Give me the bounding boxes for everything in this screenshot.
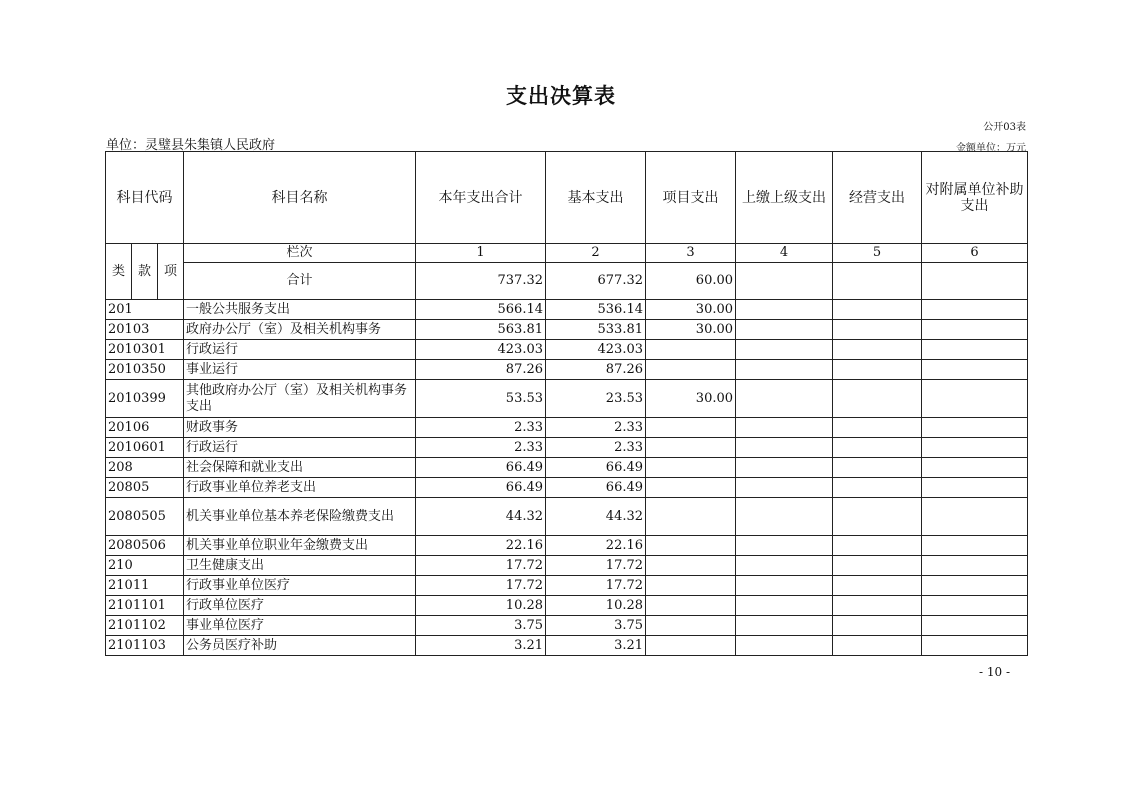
row-name: 行政事业单位养老支出	[184, 478, 416, 498]
table-row	[106, 300, 1028, 320]
row-subsidy	[922, 576, 1028, 596]
lanci-row	[106, 244, 1028, 263]
row-subsidy	[922, 380, 1028, 418]
header-row	[106, 152, 1028, 244]
row-subsidy	[922, 458, 1028, 478]
row-subsidy	[922, 636, 1028, 656]
row-name: 卫生健康支出	[184, 556, 416, 576]
row-code: 2010601	[106, 438, 184, 458]
row-upper	[736, 616, 833, 636]
row-name: 行政运行	[184, 340, 416, 360]
row-total: 10.28	[416, 596, 546, 616]
row-business	[833, 576, 922, 596]
table-row	[106, 536, 1028, 556]
row-subsidy	[922, 616, 1028, 636]
row-code: 2080506	[106, 536, 184, 556]
row-name: 事业运行	[184, 360, 416, 380]
row-project	[646, 616, 736, 636]
row-upper	[736, 458, 833, 478]
row-basic: 66.49	[546, 478, 646, 498]
row-code: 20106	[106, 418, 184, 438]
row-name: 财政事务	[184, 418, 416, 438]
unit-label: 单位：灵璧县朱集镇人民政府	[106, 138, 276, 153]
row-basic: 22.16	[546, 536, 646, 556]
row-business	[833, 438, 922, 458]
row-name: 其他政府办公厅（室）及相关机构事务支出	[184, 380, 416, 418]
header-total: 本年支出合计	[416, 152, 546, 244]
row-business	[833, 340, 922, 360]
row-upper	[736, 556, 833, 576]
amount-unit-label: 金额单位：万元	[956, 143, 1026, 154]
header-kuan: 款	[132, 244, 158, 300]
row-business	[833, 380, 922, 418]
row-code: 20103	[106, 320, 184, 340]
row-project	[646, 418, 736, 438]
col-number-6: 6	[922, 244, 1028, 263]
row-total: 423.03	[416, 340, 546, 360]
row-upper	[736, 340, 833, 360]
row-basic: 2.33	[546, 418, 646, 438]
row-project: 30.00	[646, 300, 736, 320]
row-subsidy	[922, 596, 1028, 616]
row-name: 机关事业单位基本养老保险缴费支出	[184, 498, 416, 536]
table-row	[106, 596, 1028, 616]
row-name: 行政事业单位医疗	[184, 576, 416, 596]
row-upper	[736, 478, 833, 498]
table-row	[106, 636, 1028, 656]
header-upper: 上缴上级支出	[736, 152, 833, 244]
header-subsidy: 对附属单位补助支出	[922, 152, 1028, 244]
row-subsidy	[922, 320, 1028, 340]
header-business: 经营支出	[833, 152, 922, 244]
total-label: 合计	[184, 263, 416, 300]
row-code: 2010301	[106, 340, 184, 360]
row-subsidy	[922, 556, 1028, 576]
row-business	[833, 498, 922, 536]
table-row	[106, 418, 1028, 438]
row-code: 21011	[106, 576, 184, 596]
row-business	[833, 556, 922, 576]
row-subsidy	[922, 360, 1028, 380]
row-code: 2010350	[106, 360, 184, 380]
row-name: 机关事业单位职业年金缴费支出	[184, 536, 416, 556]
page-title: 支出决算表	[506, 84, 616, 108]
row-basic: 66.49	[546, 458, 646, 478]
row-code: 20805	[106, 478, 184, 498]
row-code: 2101103	[106, 636, 184, 656]
row-name: 政府办公厅（室）及相关机构事务	[184, 320, 416, 340]
total-row	[106, 263, 1028, 300]
row-total: 2.33	[416, 418, 546, 438]
row-subsidy	[922, 536, 1028, 556]
row-project	[646, 636, 736, 656]
header-project: 项目支出	[646, 152, 736, 244]
col-number-2: 2	[546, 244, 646, 263]
header-code: 科目代码	[106, 152, 184, 244]
row-basic: 533.81	[546, 320, 646, 340]
col-number-3: 3	[646, 244, 736, 263]
row-project: 30.00	[646, 320, 736, 340]
row-project	[646, 596, 736, 616]
row-basic: 536.14	[546, 300, 646, 320]
table-row	[106, 320, 1028, 340]
row-upper	[736, 300, 833, 320]
table-row	[106, 616, 1028, 636]
row-total: 44.32	[416, 498, 546, 536]
row-name: 一般公共服务支出	[184, 300, 416, 320]
row-total: 22.16	[416, 536, 546, 556]
row-code: 201	[106, 300, 184, 320]
row-business	[833, 458, 922, 478]
row-business	[833, 636, 922, 656]
row-subsidy	[922, 418, 1028, 438]
header-xiang: 项	[158, 244, 184, 300]
row-total: 53.53	[416, 380, 546, 418]
row-total: 66.49	[416, 458, 546, 478]
row-upper	[736, 576, 833, 596]
total-sum: 737.32	[416, 263, 546, 300]
row-upper	[736, 380, 833, 418]
row-basic: 17.72	[546, 556, 646, 576]
row-basic: 23.53	[546, 380, 646, 418]
row-business	[833, 300, 922, 320]
row-basic: 423.03	[546, 340, 646, 360]
row-business	[833, 616, 922, 636]
table-body	[106, 152, 1028, 656]
row-project	[646, 340, 736, 360]
row-upper	[736, 438, 833, 458]
expenditure-table	[105, 151, 1028, 656]
col-number-5: 5	[833, 244, 922, 263]
row-project: 30.00	[646, 380, 736, 418]
row-business	[833, 320, 922, 340]
row-total: 2.33	[416, 438, 546, 458]
row-code: 2101102	[106, 616, 184, 636]
row-subsidy	[922, 478, 1028, 498]
table-row	[106, 498, 1028, 536]
table-row	[106, 438, 1028, 458]
col-number-1: 1	[416, 244, 546, 263]
table-row	[106, 360, 1028, 380]
row-upper	[736, 360, 833, 380]
row-upper	[736, 596, 833, 616]
row-name: 社会保障和就业支出	[184, 458, 416, 478]
row-basic: 44.32	[546, 498, 646, 536]
row-project	[646, 458, 736, 478]
row-business	[833, 360, 922, 380]
header-lei: 类	[106, 244, 132, 300]
table-row	[106, 458, 1028, 478]
form-code: 公开03表	[983, 122, 1026, 133]
row-total: 17.72	[416, 556, 546, 576]
row-upper	[736, 536, 833, 556]
row-basic: 87.26	[546, 360, 646, 380]
row-basic: 10.28	[546, 596, 646, 616]
table-row	[106, 380, 1028, 418]
total-business	[833, 263, 922, 300]
row-name: 行政单位医疗	[184, 596, 416, 616]
row-basic: 17.72	[546, 576, 646, 596]
table-row	[106, 340, 1028, 360]
row-total: 563.81	[416, 320, 546, 340]
row-name: 事业单位医疗	[184, 616, 416, 636]
row-basic: 2.33	[546, 438, 646, 458]
row-upper	[736, 320, 833, 340]
table-row	[106, 556, 1028, 576]
row-project	[646, 498, 736, 536]
row-subsidy	[922, 498, 1028, 536]
row-upper	[736, 636, 833, 656]
row-code: 2101101	[106, 596, 184, 616]
total-basic: 677.32	[546, 263, 646, 300]
row-upper	[736, 498, 833, 536]
row-basic: 3.21	[546, 636, 646, 656]
table-row	[106, 576, 1028, 596]
total-upper	[736, 263, 833, 300]
row-subsidy	[922, 438, 1028, 458]
row-project	[646, 556, 736, 576]
row-name: 公务员医疗补助	[184, 636, 416, 656]
row-project	[646, 576, 736, 596]
row-total: 566.14	[416, 300, 546, 320]
row-business	[833, 596, 922, 616]
row-code: 210	[106, 556, 184, 576]
row-basic: 3.75	[546, 616, 646, 636]
row-total: 17.72	[416, 576, 546, 596]
header-name: 科目名称	[184, 152, 416, 244]
table-row	[106, 478, 1028, 498]
row-subsidy	[922, 340, 1028, 360]
row-project	[646, 478, 736, 498]
page-number: - 10 -	[978, 665, 1010, 679]
row-code: 2010399	[106, 380, 184, 418]
row-total: 3.21	[416, 636, 546, 656]
col-number-4: 4	[736, 244, 833, 263]
row-total: 66.49	[416, 478, 546, 498]
row-business	[833, 418, 922, 438]
row-total: 3.75	[416, 616, 546, 636]
row-upper	[736, 418, 833, 438]
total-project: 60.00	[646, 263, 736, 300]
row-code: 208	[106, 458, 184, 478]
row-name: 行政运行	[184, 438, 416, 458]
row-subsidy	[922, 300, 1028, 320]
row-business	[833, 536, 922, 556]
lanci-label: 栏次	[184, 244, 416, 263]
header-basic: 基本支出	[546, 152, 646, 244]
row-code: 2080505	[106, 498, 184, 536]
row-project	[646, 360, 736, 380]
row-total: 87.26	[416, 360, 546, 380]
total-subsidy	[922, 263, 1028, 300]
row-project	[646, 438, 736, 458]
row-project	[646, 536, 736, 556]
row-business	[833, 478, 922, 498]
